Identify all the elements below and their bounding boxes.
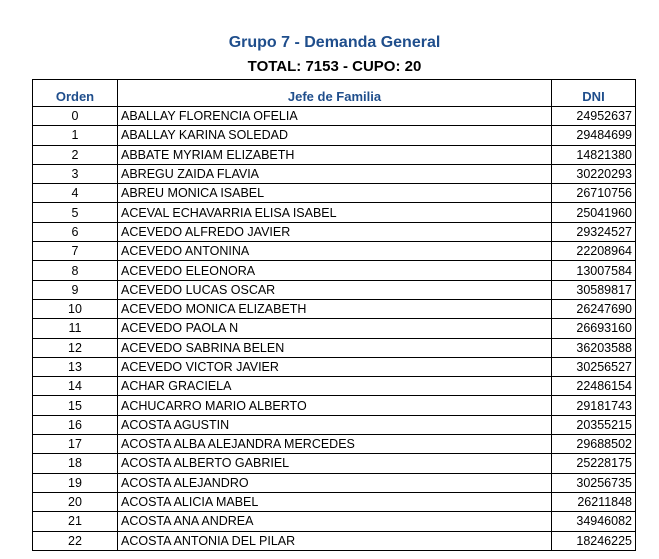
cell-dni: 20355215 xyxy=(552,415,636,434)
cell-orden: 10 xyxy=(33,299,118,318)
cell-dni: 30589817 xyxy=(552,280,636,299)
cell-dni: 25041960 xyxy=(552,203,636,222)
cell-orden: 16 xyxy=(33,415,118,434)
table-row xyxy=(33,415,636,434)
table-row xyxy=(33,299,636,318)
cell-dni: 25228175 xyxy=(552,454,636,473)
column-header-jefe-de-familia: Jefe de Familia xyxy=(118,80,552,107)
cell-orden: 3 xyxy=(33,164,118,183)
cell-orden: 0 xyxy=(33,107,118,126)
cell-jefe-de-familia: ABREGU ZAIDA FLAVIA xyxy=(118,164,552,183)
cell-orden: 17 xyxy=(33,435,118,454)
page-subtitle: TOTAL: 7153 - CUPO: 20 xyxy=(247,58,422,75)
cell-dni: 30220293 xyxy=(552,164,636,183)
cell-orden: 15 xyxy=(33,396,118,415)
column-header-orden: Orden xyxy=(33,80,118,107)
cell-jefe-de-familia: ACHAR GRACIELA xyxy=(118,377,552,396)
cell-dni: 36203588 xyxy=(552,338,636,357)
cell-orden: 7 xyxy=(33,242,118,261)
cell-dni: 26247690 xyxy=(552,299,636,318)
cell-orden: 1 xyxy=(33,126,118,145)
table-body xyxy=(33,107,636,551)
table-row xyxy=(33,435,636,454)
table-row xyxy=(33,107,636,126)
table-row xyxy=(33,203,636,222)
cell-jefe-de-familia: ACHUCARRO MARIO ALBERTO xyxy=(118,396,552,415)
cell-dni: 26693160 xyxy=(552,319,636,338)
table-row xyxy=(33,242,636,261)
cell-dni: 29181743 xyxy=(552,396,636,415)
table-row xyxy=(33,280,636,299)
page-title: Grupo 7 - Demanda General xyxy=(228,34,441,51)
cell-jefe-de-familia: ACOSTA ALBA ALEJANDRA MERCEDES xyxy=(118,435,552,454)
cell-jefe-de-familia: ACEVEDO ELEONORA xyxy=(118,261,552,280)
cell-jefe-de-familia: ACEVEDO SABRINA BELEN xyxy=(118,338,552,357)
cell-dni: 26710756 xyxy=(552,184,636,203)
cell-dni: 24952637 xyxy=(552,107,636,126)
cell-orden: 8 xyxy=(33,261,118,280)
cell-jefe-de-familia: ACEVEDO VICTOR JAVIER xyxy=(118,357,552,376)
cell-dni: 29324527 xyxy=(552,222,636,241)
cell-jefe-de-familia: ABBATE MYRIAM ELIZABETH xyxy=(118,145,552,164)
cell-orden: 2 xyxy=(33,145,118,164)
cell-jefe-de-familia: ABALLAY KARINA SOLEDAD xyxy=(118,126,552,145)
cell-orden: 20 xyxy=(33,492,118,511)
cell-orden: 6 xyxy=(33,222,118,241)
cell-orden: 12 xyxy=(33,338,118,357)
table-row xyxy=(33,531,636,550)
cell-jefe-de-familia: ACOSTA ANTONIA DEL PILAR xyxy=(118,531,552,550)
cell-dni: 29484699 xyxy=(552,126,636,145)
table-row xyxy=(33,164,636,183)
cell-dni: 26211848 xyxy=(552,492,636,511)
cell-orden: 13 xyxy=(33,357,118,376)
cell-orden: 19 xyxy=(33,473,118,492)
cell-orden: 5 xyxy=(33,203,118,222)
table-header-row xyxy=(33,80,636,107)
cell-jefe-de-familia: ABREU MONICA ISABEL xyxy=(118,184,552,203)
cell-jefe-de-familia: ABALLAY FLORENCIA OFELIA xyxy=(118,107,552,126)
table-row xyxy=(33,377,636,396)
cell-orden: 11 xyxy=(33,319,118,338)
table-row xyxy=(33,396,636,415)
column-header-dni: DNI xyxy=(552,80,636,107)
table-header xyxy=(33,80,636,107)
cell-dni: 22486154 xyxy=(552,377,636,396)
table-row xyxy=(33,512,636,531)
cell-dni: 18246225 xyxy=(552,531,636,550)
cell-jefe-de-familia: ACOSTA ALEJANDRO xyxy=(118,473,552,492)
cell-jefe-de-familia: ACEVEDO LUCAS OSCAR xyxy=(118,280,552,299)
cell-dni: 22208964 xyxy=(552,242,636,261)
table-row xyxy=(33,222,636,241)
cell-jefe-de-familia: ACEVEDO ALFREDO JAVIER xyxy=(118,222,552,241)
cell-dni: 30256735 xyxy=(552,473,636,492)
table-row xyxy=(33,338,636,357)
table-row xyxy=(33,184,636,203)
table-row xyxy=(33,126,636,145)
cell-dni: 14821380 xyxy=(552,145,636,164)
table-row xyxy=(33,454,636,473)
cell-dni: 34946082 xyxy=(552,512,636,531)
cell-orden: 18 xyxy=(33,454,118,473)
cell-jefe-de-familia: ACOSTA ALBERTO GABRIEL xyxy=(118,454,552,473)
cell-jefe-de-familia: ACEVEDO ANTONINA xyxy=(118,242,552,261)
cell-orden: 22 xyxy=(33,531,118,550)
cell-jefe-de-familia: ACEVEDO PAOLA N xyxy=(118,319,552,338)
cell-jefe-de-familia: ACOSTA ALICIA MABEL xyxy=(118,492,552,511)
table-row xyxy=(33,492,636,511)
cell-orden: 9 xyxy=(33,280,118,299)
table-row xyxy=(33,319,636,338)
cell-jefe-de-familia: ACEVAL ECHAVARRIA ELISA ISABEL xyxy=(118,203,552,222)
cell-dni: 13007584 xyxy=(552,261,636,280)
cell-dni: 29688502 xyxy=(552,435,636,454)
cell-jefe-de-familia: ACEVEDO MONICA ELIZABETH xyxy=(118,299,552,318)
cell-jefe-de-familia: ACOSTA ANA ANDREA xyxy=(118,512,552,531)
beneficiaries-table xyxy=(32,79,636,551)
cell-orden: 14 xyxy=(33,377,118,396)
table-row xyxy=(33,145,636,164)
cell-orden: 21 xyxy=(33,512,118,531)
table-row xyxy=(33,473,636,492)
cell-jefe-de-familia: ACOSTA AGUSTIN xyxy=(118,415,552,434)
table-row xyxy=(33,261,636,280)
cell-dni: 30256527 xyxy=(552,357,636,376)
cell-orden: 4 xyxy=(33,184,118,203)
table-row xyxy=(33,357,636,376)
